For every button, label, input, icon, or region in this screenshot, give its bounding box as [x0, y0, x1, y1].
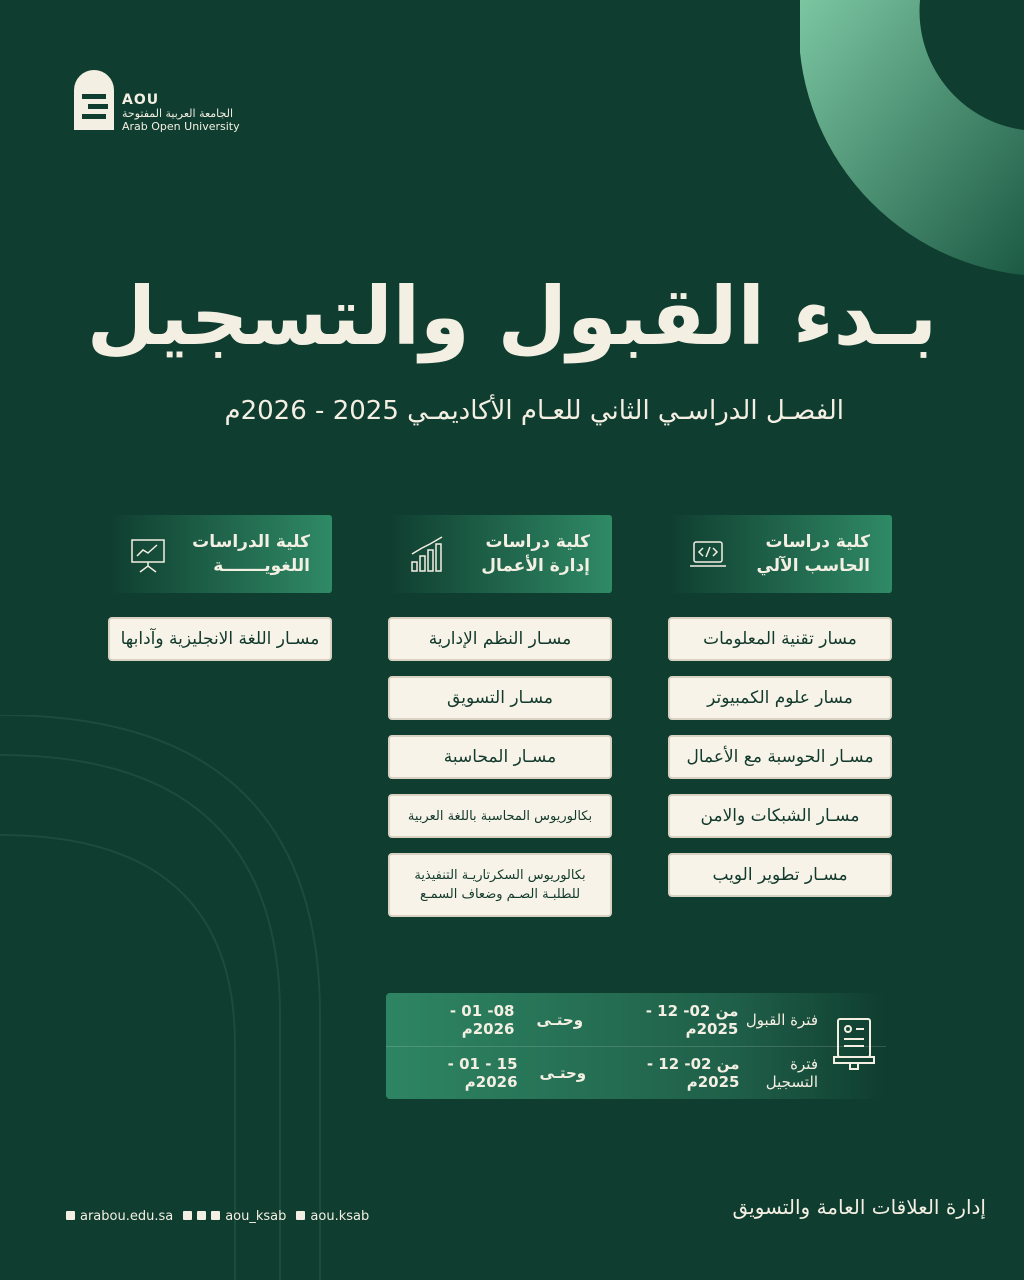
page-subtitle: الفصـل الدراسـي الثاني للعـام الأكاديمـي 2025 - 2026م [224, 396, 844, 426]
aou-logo-icon [72, 68, 116, 130]
period-label: فترة التسجيل [765, 1055, 818, 1091]
page-title: بـدء القبول والتسجيل [86, 270, 938, 363]
social-handle-link[interactable]: aou_ksab [183, 1209, 286, 1224]
period-to: 08- 01 - 2026م [449, 1002, 515, 1038]
period-from: من 02- 12 - 2025م [646, 1055, 740, 1091]
college-title-line1: كلية دراسات [765, 532, 870, 552]
track-item: مسـار الشبكات والامن [668, 794, 892, 838]
university-logo [72, 68, 240, 133]
presentation-board-icon [128, 534, 168, 574]
college-title-line2: إدارة الأعمال [481, 556, 590, 576]
college-languages [108, 515, 332, 661]
college-business [388, 515, 612, 917]
track-item: مسار تقنية المعلومات [668, 617, 892, 661]
bar-chart-icon [408, 534, 448, 574]
linkedin-icon [296, 1211, 305, 1220]
website-link[interactable]: arabou.edu.sa [66, 1209, 173, 1224]
track-item: مسـار المحاسبة [388, 735, 612, 779]
logo-name-ar: الجامعة العربية المفتوحة [122, 107, 234, 120]
logo-name-en: Arab Open University [122, 120, 240, 133]
computer-code-icon [688, 534, 728, 574]
social-icons [211, 1211, 220, 1220]
period-from: من 02- 12 - 2025م [645, 1002, 739, 1038]
college-title-line2: اللغويـــــــة [213, 556, 310, 576]
track-item: مسـار النظم الإدارية [388, 617, 612, 661]
registration-period-row [406, 1047, 818, 1099]
admission-period-row [406, 994, 818, 1046]
track-item: مسـار الحوسبة مع الأعمال [668, 735, 892, 779]
college-title-line1: كلية دراسات [485, 532, 590, 552]
decor-bottom-left-arch [0, 715, 330, 1280]
linkedin-link[interactable]: aou.ksab [296, 1209, 369, 1224]
globe-icon [66, 1211, 75, 1220]
college-title-line1: كلية الدراسات [192, 532, 310, 552]
application-form-icon [830, 1015, 878, 1071]
dates-panel [386, 993, 886, 1099]
period-to: 15 - 01 - 2026م [447, 1055, 518, 1091]
social-links [66, 1209, 369, 1224]
social-icons [183, 1211, 192, 1220]
decor-top-right-arc [800, 0, 1024, 280]
social-icons [197, 1211, 206, 1220]
logo-abbr: AOU [122, 92, 160, 108]
track-item: بكالوريوس المحاسبة باللغة العربية [388, 794, 612, 838]
college-header [108, 515, 332, 593]
track-item: مسـار اللغة الانجليزية وآدابها [108, 617, 332, 661]
college-computer [668, 515, 892, 897]
college-header [388, 515, 612, 593]
period-to-word: وحتـى [539, 1064, 587, 1082]
track-item: مسار علوم الكمبيوتر [668, 676, 892, 720]
track-item: مسـار التسويق [388, 676, 612, 720]
track-item: بكالوريوس السكرتاريـة التنفيذية للطلبـة الصـم وضعاف السمـع [388, 853, 612, 917]
period-label: فترة القبول [745, 1011, 818, 1029]
college-header [668, 515, 892, 593]
college-title-line2: الحاسب الآلي [756, 556, 870, 576]
department-name: إدارة العلاقات العامة والتسويق [732, 1195, 986, 1219]
period-to-word: وحتـى [536, 1011, 584, 1029]
track-item: مسـار تطوير الويب [668, 853, 892, 897]
